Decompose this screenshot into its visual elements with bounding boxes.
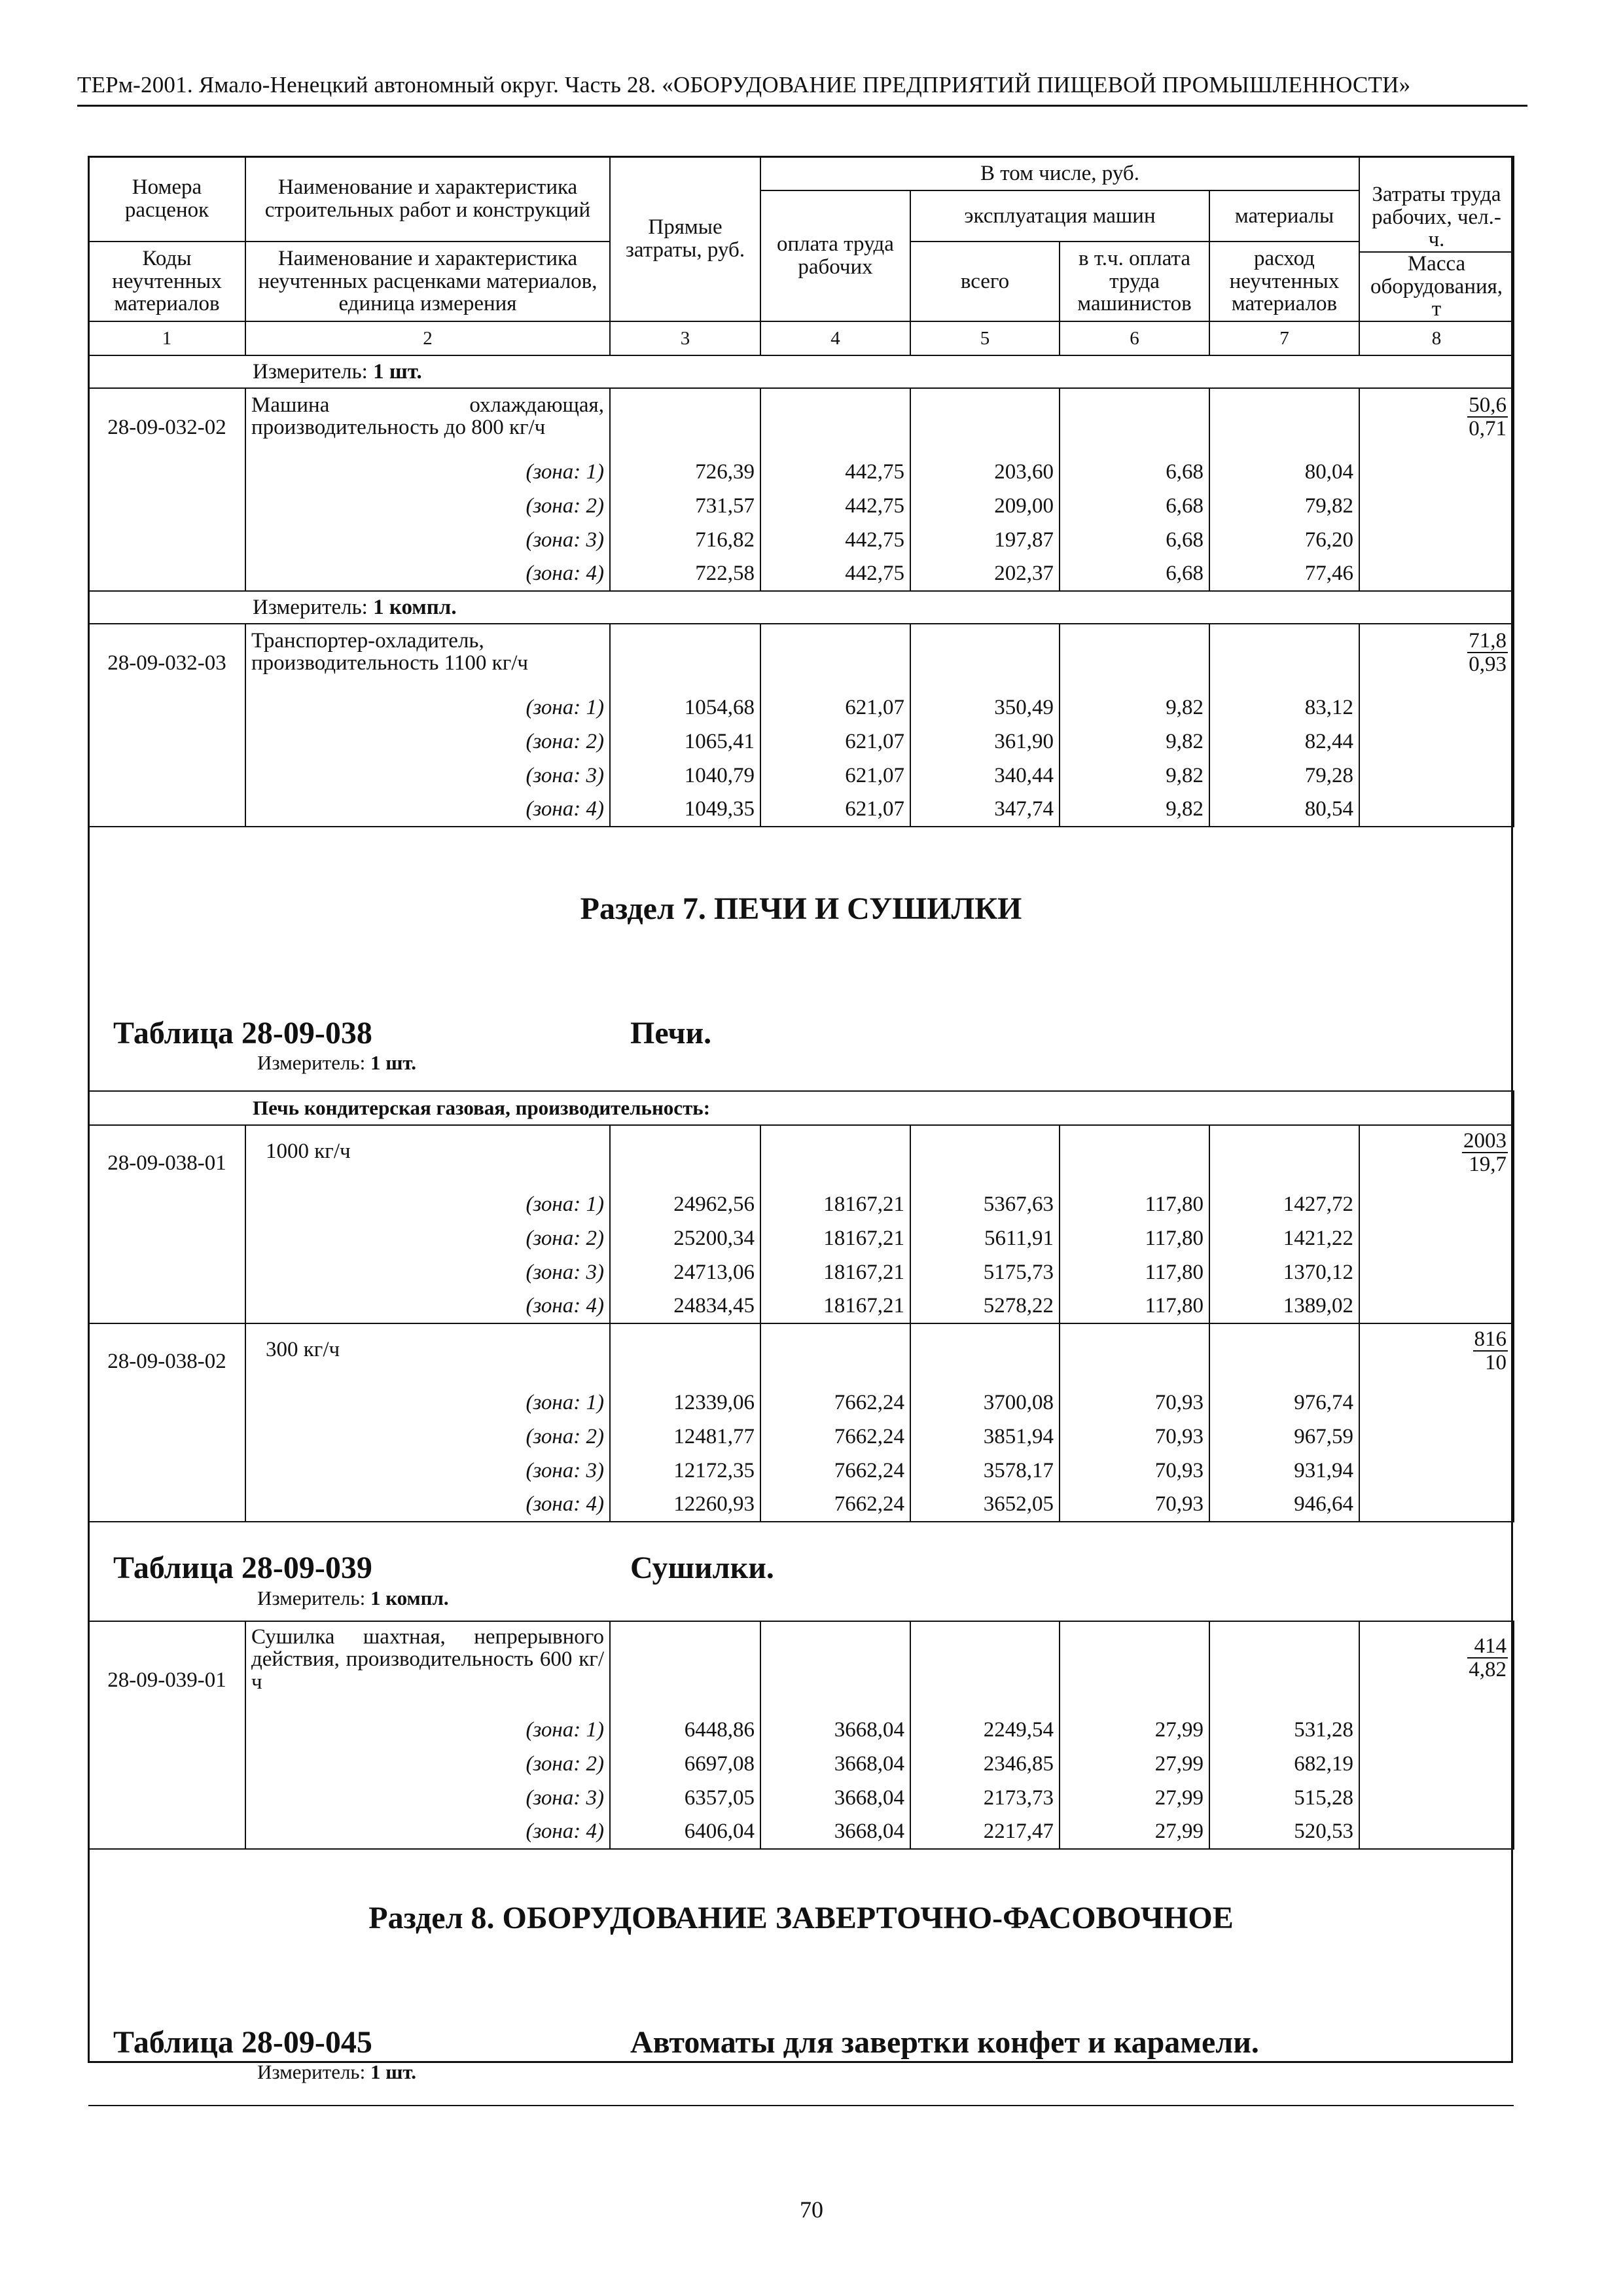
labor-pay: 442,75: [760, 557, 910, 591]
labor-pay: 18167,21: [760, 1255, 910, 1289]
machines-total: 3578,17: [910, 1454, 1060, 1488]
meter-unit: 1 шт.: [370, 1051, 417, 1075]
machinist-pay: 27,99: [1060, 1815, 1209, 1849]
table-number: Таблица 28-09-038: [113, 1015, 372, 1050]
labor-mass-fraction: [1467, 630, 1508, 676]
zone-label: (зона: 3): [245, 523, 610, 557]
meter-row: [88, 591, 1514, 624]
zone-row: [88, 455, 1514, 489]
labor-pay: 442,75: [760, 523, 910, 557]
materials-cost: 946,64: [1209, 1488, 1359, 1522]
hdr-col8-top: Затраты труда рабочих, чел.-ч.: [1359, 156, 1514, 252]
page-number: 70: [800, 2197, 823, 2223]
machines-total: 203,60: [910, 455, 1060, 489]
zone-row: [88, 1255, 1514, 1289]
rate-code: 28-09-032-03: [88, 624, 245, 691]
direct-cost: 25200,34: [610, 1221, 760, 1255]
col-number: 6: [1060, 321, 1209, 355]
zone-label: (зона: 4): [245, 557, 610, 591]
labor-pay: 442,75: [760, 455, 910, 489]
hdr-machines: эксплуатация машин: [910, 190, 1209, 242]
materials-cost: 80,04: [1209, 455, 1359, 489]
labor-pay: 18167,21: [760, 1221, 910, 1255]
labor-pay: 7662,24: [760, 1488, 910, 1522]
materials-cost: 79,28: [1209, 759, 1359, 793]
machines-total: 5175,73: [910, 1255, 1060, 1289]
labor-mass-fraction: [1473, 1328, 1508, 1374]
zone-label: (зона: 2): [245, 1221, 610, 1255]
col-number: 4: [760, 321, 910, 355]
labor-value: 816: [1474, 1327, 1507, 1351]
labor-pay: 18167,21: [760, 1289, 910, 1323]
meter-unit: 1 шт.: [370, 2060, 417, 2084]
direct-cost: 12172,35: [610, 1454, 760, 1488]
machinist-pay: 6,68: [1060, 489, 1209, 523]
machines-total: 2217,47: [910, 1815, 1060, 1849]
section-banner: [88, 827, 1514, 1091]
labor-pay: 7662,24: [760, 1454, 910, 1488]
rate-code: 28-09-039-01: [88, 1621, 245, 1713]
col-number: 7: [1209, 321, 1359, 355]
machinist-pay: 9,82: [1060, 759, 1209, 793]
zone-label: (зона: 3): [245, 1255, 610, 1289]
zone-row: [88, 1187, 1514, 1221]
table-number: Таблица 28-09-039: [113, 1551, 372, 1586]
machines-total: 3700,08: [910, 1386, 1060, 1420]
col-number: 8: [1359, 321, 1514, 355]
direct-cost: 6448,86: [610, 1713, 760, 1747]
machinist-pay: 27,99: [1060, 1747, 1209, 1781]
hdr-col4: оплата труда рабочих: [760, 190, 910, 321]
machinist-pay: 6,68: [1060, 557, 1209, 591]
labor-pay: 7662,24: [760, 1420, 910, 1454]
zone-label: (зона: 2): [245, 489, 610, 523]
direct-cost: 1049,35: [610, 793, 760, 827]
table-number: Таблица 28-09-045: [113, 2024, 372, 2060]
materials-cost: 77,46: [1209, 557, 1359, 591]
materials-cost: 967,59: [1209, 1420, 1359, 1454]
direct-cost: 12339,06: [610, 1386, 760, 1420]
hdr-col5: всего: [910, 242, 1060, 321]
zone-row: [88, 793, 1514, 827]
group-title: Печь кондитерская газовая, производительность:: [88, 1091, 1514, 1125]
machinist-pay: 27,99: [1060, 1781, 1209, 1815]
machinist-pay: 70,93: [1060, 1488, 1209, 1522]
zone-row: [88, 1815, 1514, 1849]
table-title: [94, 2020, 1508, 2059]
direct-cost: 6357,05: [610, 1781, 760, 1815]
rate-name: Машина охлаждающая, производительность до 800 кг/ч: [245, 388, 610, 455]
labor-pay: 7662,24: [760, 1386, 910, 1420]
direct-cost: 6406,04: [610, 1815, 760, 1849]
labor-value: 50,6: [1469, 393, 1507, 417]
header-rule: [77, 105, 1527, 107]
labor-pay: 442,75: [760, 489, 910, 523]
table-description: Автоматы для завертки конфет и карамели.: [630, 2024, 1259, 2060]
machinist-pay: 117,80: [1060, 1255, 1209, 1289]
materials-cost: 1370,12: [1209, 1255, 1359, 1289]
machines-total: 3851,94: [910, 1420, 1060, 1454]
header-row-1: [88, 156, 1514, 190]
labor-value: 414: [1467, 1635, 1508, 1659]
hdr-col1-top: Номера расценок: [88, 156, 245, 242]
rate-row: [88, 624, 1514, 691]
direct-cost: 731,57: [610, 489, 760, 523]
rate-code: 28-09-038-01: [88, 1125, 245, 1187]
zone-label: (зона: 2): [245, 1420, 610, 1454]
labor-pay: 3668,04: [760, 1747, 910, 1781]
zone-label: (зона: 3): [245, 759, 610, 793]
materials-cost: 79,82: [1209, 489, 1359, 523]
zone-label: (зона: 1): [245, 455, 610, 489]
col-number: 3: [610, 321, 760, 355]
direct-cost: 1065,41: [610, 725, 760, 759]
zone-label: (зона: 4): [245, 1289, 610, 1323]
labor-value: 2003: [1463, 1128, 1507, 1153]
zone-row: [88, 1488, 1514, 1522]
table-banner: [88, 1522, 1514, 1621]
materials-cost: 83,12: [1209, 691, 1359, 725]
machinist-pay: 117,80: [1060, 1221, 1209, 1255]
meter-label: Измеритель:: [257, 1586, 366, 1609]
zone-label: (зона: 3): [245, 1781, 610, 1815]
zone-label: (зона: 1): [245, 1713, 610, 1747]
labor-mass-fraction: [1462, 1130, 1508, 1176]
direct-cost: 6697,08: [610, 1747, 760, 1781]
col-number: 5: [910, 321, 1060, 355]
materials-cost: 682,19: [1209, 1747, 1359, 1781]
rate-name: 300 кг/ч: [245, 1323, 610, 1386]
zone-label: (зона: 2): [245, 1747, 610, 1781]
hdr-col1-bottom: Коды неучтенных материалов: [88, 242, 245, 321]
direct-cost: 24962,56: [610, 1187, 760, 1221]
hdr-col6: в т.ч. оплата труда машинистов: [1060, 242, 1209, 321]
machinist-pay: 9,82: [1060, 793, 1209, 827]
hdr-col7: расход неучтенных материалов: [1209, 242, 1359, 321]
labor-pay: 3668,04: [760, 1815, 910, 1849]
zone-row: [88, 1781, 1514, 1815]
zone-row: [88, 1221, 1514, 1255]
rate-code: 28-09-032-02: [88, 388, 245, 455]
direct-cost: 12481,77: [610, 1420, 760, 1454]
labor-pay: 3668,04: [760, 1713, 910, 1747]
zone-row: [88, 1454, 1514, 1488]
table-title: [94, 1546, 1508, 1585]
mass-value: 0,71: [1469, 417, 1507, 441]
machines-total: 202,37: [910, 557, 1060, 591]
machines-total: 2173,73: [910, 1781, 1060, 1815]
meter-label: Измеритель:: [253, 595, 368, 619]
hdr-col3: Прямые затраты, руб.: [610, 156, 760, 321]
zone-label: (зона: 1): [245, 1386, 610, 1420]
zone-row: [88, 1386, 1514, 1420]
col-number: 2: [245, 321, 610, 355]
rate-row: [88, 1621, 1514, 1713]
labor-mass-fraction: [1467, 1635, 1508, 1681]
hdr-materials: материалы: [1209, 190, 1359, 242]
meter-label: Измеритель:: [257, 2060, 366, 2084]
rate-name: Сушилка шахтная, непрерывного действия, производительность 600 кг/ч: [245, 1621, 610, 1713]
section-banner: [88, 1849, 1514, 2106]
direct-cost: 722,58: [610, 557, 760, 591]
machines-total: 347,74: [910, 793, 1060, 827]
direct-cost: 1040,79: [610, 759, 760, 793]
table-description: Печи.: [630, 1015, 712, 1050]
hdr-group: В том числе, руб.: [760, 156, 1359, 190]
materials-cost: 80,54: [1209, 793, 1359, 827]
direct-cost: 24834,45: [610, 1289, 760, 1323]
direct-cost: 12260,93: [610, 1488, 760, 1522]
machines-total: 340,44: [910, 759, 1060, 793]
materials-cost: 931,94: [1209, 1454, 1359, 1488]
zone-row: [88, 523, 1514, 557]
meter-label: Измеритель:: [257, 1051, 366, 1075]
materials-cost: 1389,02: [1209, 1289, 1359, 1323]
machines-total: 5367,63: [910, 1187, 1060, 1221]
zone-row: [88, 725, 1514, 759]
column-numbers-row: [88, 321, 1514, 355]
meter-unit: 1 компл.: [373, 595, 457, 619]
rates-table: [88, 156, 1514, 2106]
machines-total: 361,90: [910, 725, 1060, 759]
meter-unit: 1 шт.: [373, 359, 422, 384]
mass-value: 4,82: [1469, 1658, 1507, 1682]
zone-label: (зона: 4): [245, 1815, 610, 1849]
labor-value: 71,8: [1469, 628, 1507, 653]
machinist-pay: 6,68: [1060, 455, 1209, 489]
machines-total: 2249,54: [910, 1713, 1060, 1747]
zone-label: (зона: 3): [245, 1454, 610, 1488]
zone-label: (зона: 1): [245, 1187, 610, 1221]
rate-name: 1000 кг/ч: [245, 1125, 610, 1187]
zone-row: [88, 759, 1514, 793]
zone-row: [88, 1747, 1514, 1781]
mass-value: 10: [1485, 1351, 1507, 1375]
group-title-row: [88, 1091, 1514, 1125]
machines-total: 2346,85: [910, 1747, 1060, 1781]
machinist-pay: 117,80: [1060, 1187, 1209, 1221]
section-title: Раздел 8. ОБОРУДОВАНИЕ ЗАВЕРТОЧНО-ФАСОВОЧНОЕ: [368, 1900, 1234, 1935]
machinist-pay: 27,99: [1060, 1713, 1209, 1747]
machinist-pay: 117,80: [1060, 1289, 1209, 1323]
running-header: ТЕРм-2001. Ямало-Ненецкий автономный округ. Часть 28. «ОБОРУДОВАНИЕ ПРЕДПРИЯТИЙ ПИЩЕВОЙ ПРОМЫШЛЕННОСТИ»: [77, 72, 1411, 98]
zone-label: (зона: 1): [245, 691, 610, 725]
table-title: [94, 1011, 1508, 1050]
zone-label: (зона: 4): [245, 1488, 610, 1522]
labor-pay: 3668,04: [760, 1781, 910, 1815]
materials-cost: 520,53: [1209, 1815, 1359, 1849]
materials-cost: 76,20: [1209, 523, 1359, 557]
zone-row: [88, 557, 1514, 591]
direct-cost: 24713,06: [610, 1255, 760, 1289]
zone-row: [88, 1420, 1514, 1454]
labor-pay: 621,07: [760, 691, 910, 725]
machinist-pay: 6,68: [1060, 523, 1209, 557]
machines-total: 5278,22: [910, 1289, 1060, 1323]
machines-total: 209,00: [910, 489, 1060, 523]
materials-cost: 531,28: [1209, 1713, 1359, 1747]
machines-total: 3652,05: [910, 1488, 1060, 1522]
labor-pay: 621,07: [760, 725, 910, 759]
direct-cost: 716,82: [610, 523, 760, 557]
hdr-col2-top: Наименование и характеристика строительных работ и конструкций: [245, 156, 610, 242]
materials-cost: 1421,22: [1209, 1221, 1359, 1255]
zone-label: (зона: 2): [245, 725, 610, 759]
mass-value: 0,93: [1469, 653, 1507, 677]
machinist-pay: 9,82: [1060, 725, 1209, 759]
section-title: Раздел 7. ПЕЧИ И СУШИЛКИ: [580, 891, 1022, 926]
rate-row: [88, 1323, 1514, 1386]
rate-row: [88, 1125, 1514, 1187]
mass-value: 19,7: [1469, 1153, 1507, 1177]
zone-row: [88, 1713, 1514, 1747]
machines-total: 197,87: [910, 523, 1060, 557]
rate-row: [88, 388, 1514, 455]
machines-total: 350,49: [910, 691, 1060, 725]
meter-row: [88, 355, 1514, 388]
labor-mass-fraction: [1467, 394, 1508, 440]
zone-label: (зона: 4): [245, 793, 610, 827]
direct-cost: 726,39: [610, 455, 760, 489]
materials-cost: 82,44: [1209, 725, 1359, 759]
materials-cost: 515,28: [1209, 1781, 1359, 1815]
hdr-col2-bottom: Наименование и характеристика неучтенных расценками материалов, единица измерения: [245, 242, 610, 321]
machinist-pay: 70,93: [1060, 1386, 1209, 1420]
labor-pay: 621,07: [760, 793, 910, 827]
direct-cost: 1054,68: [610, 691, 760, 725]
materials-cost: 976,74: [1209, 1386, 1359, 1420]
machinist-pay: 70,93: [1060, 1420, 1209, 1454]
labor-pay: 18167,21: [760, 1187, 910, 1221]
zone-row: [88, 691, 1514, 725]
meter-label: Измеритель:: [253, 359, 368, 384]
machinist-pay: 70,93: [1060, 1454, 1209, 1488]
meter-unit: 1 компл.: [370, 1586, 449, 1609]
labor-pay: 621,07: [760, 759, 910, 793]
rate-name: Транспортер-охладитель, производительность 1100 кг/ч: [245, 624, 610, 691]
hdr-col8-bottom: Масса оборудования, т: [1359, 252, 1514, 321]
machines-total: 5611,91: [910, 1221, 1060, 1255]
table-description: Сушилки.: [630, 1551, 774, 1586]
zone-row: [88, 1289, 1514, 1323]
machinist-pay: 9,82: [1060, 691, 1209, 725]
zone-row: [88, 489, 1514, 523]
materials-cost: 1427,72: [1209, 1187, 1359, 1221]
rate-code: 28-09-038-02: [88, 1323, 245, 1386]
col-number: 1: [88, 321, 245, 355]
